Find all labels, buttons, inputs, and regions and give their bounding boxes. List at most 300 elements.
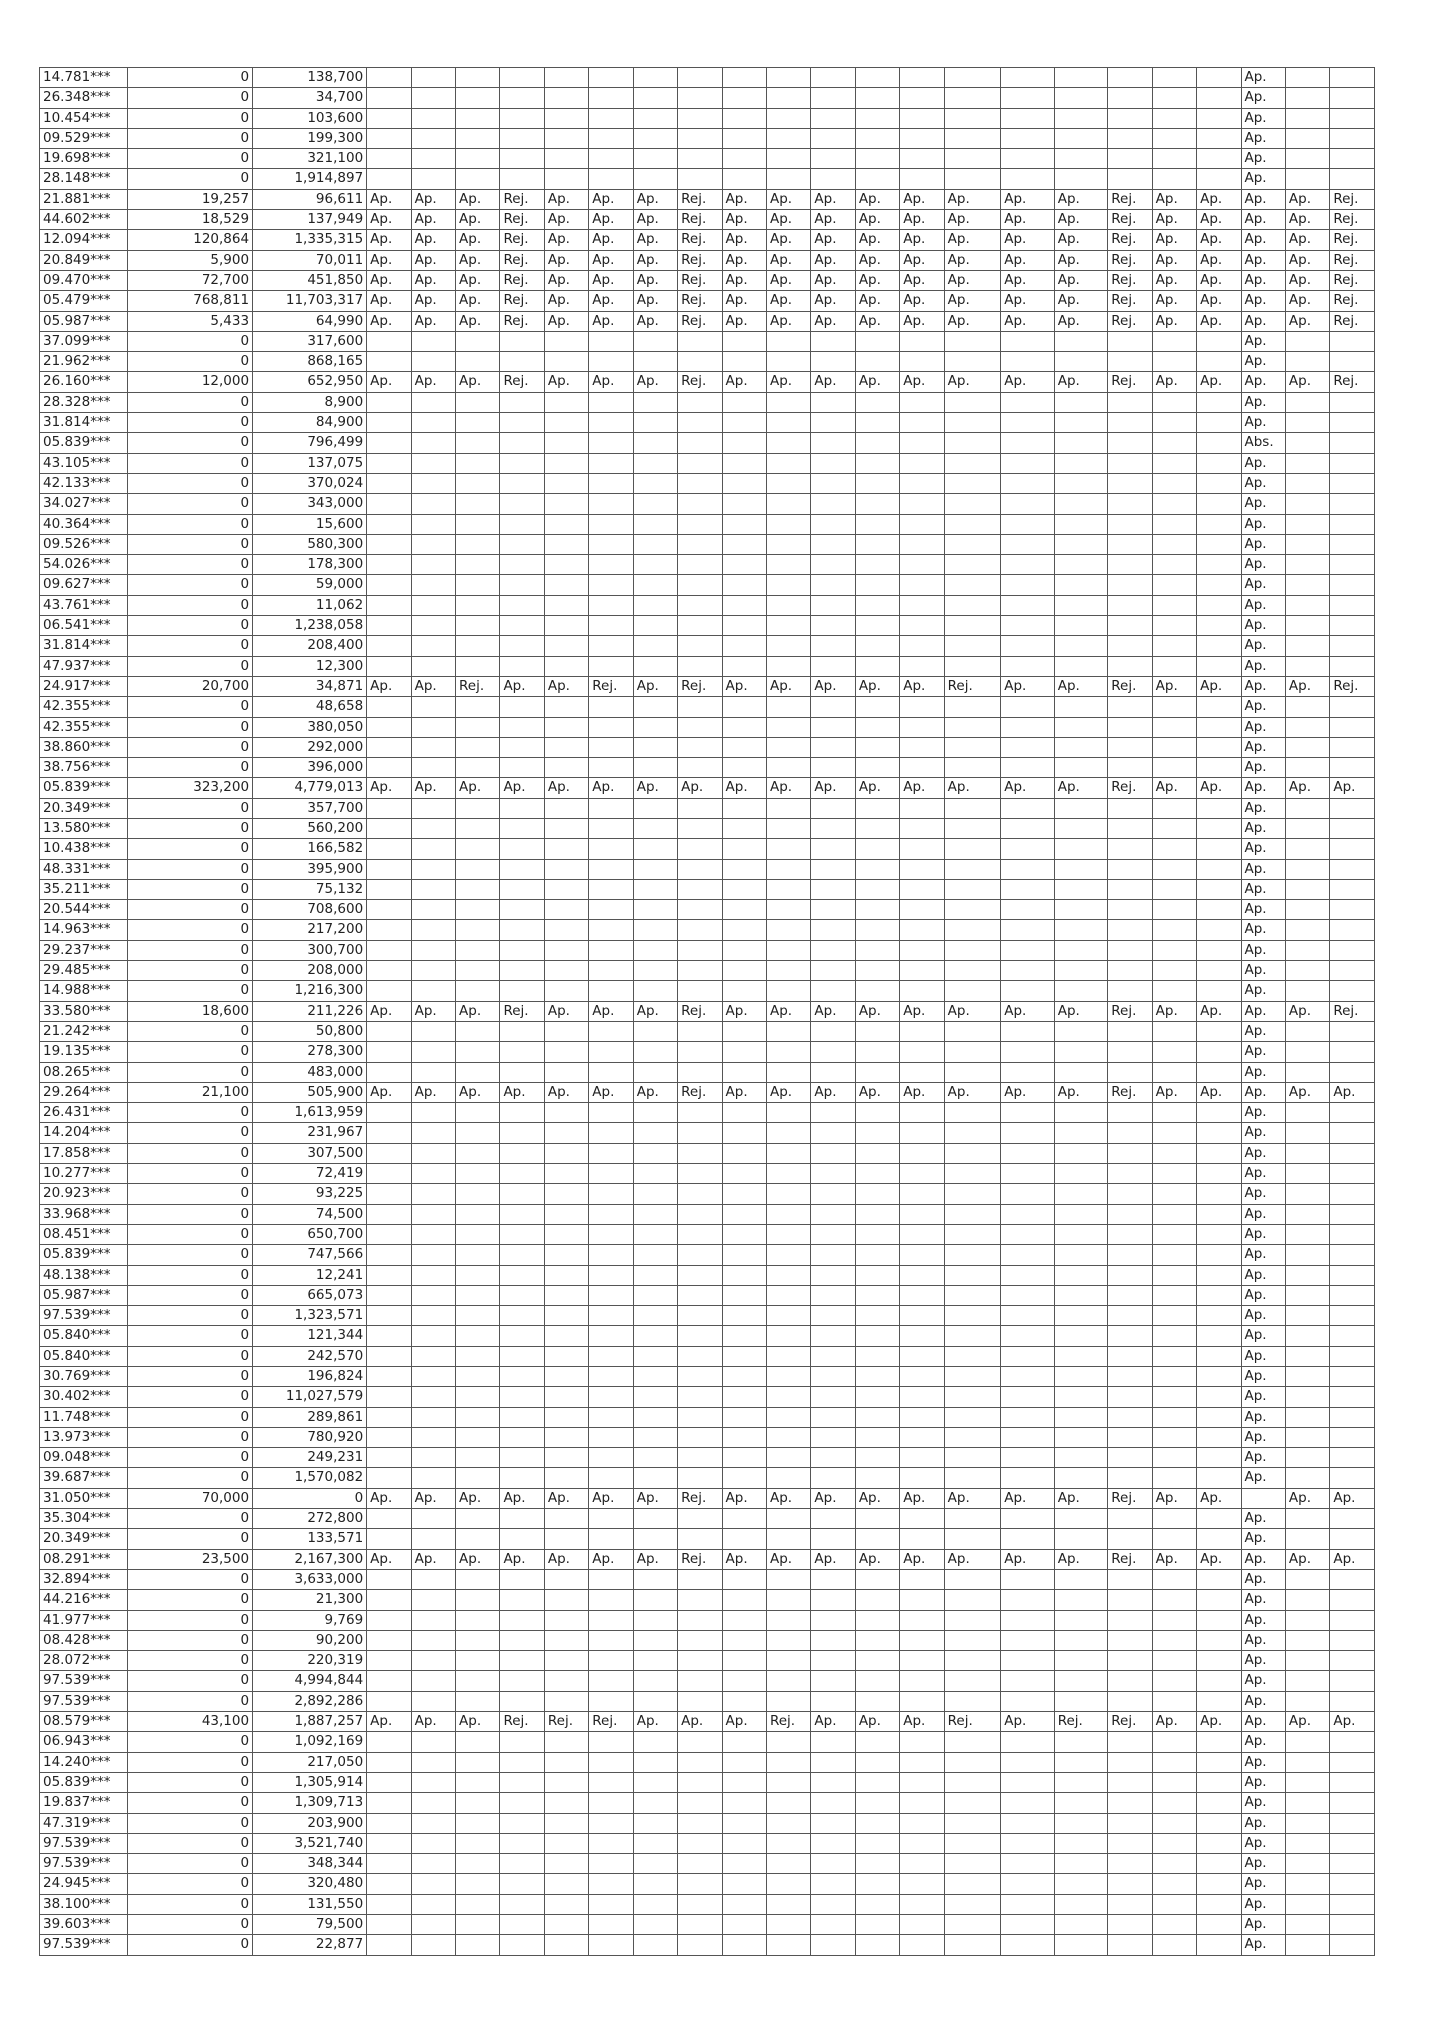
vote-cell [411, 1306, 455, 1326]
vote-cell [855, 1590, 899, 1610]
shares-b-cell: 199,300 [253, 128, 367, 148]
vote-cell [1054, 697, 1108, 717]
vote-cell [500, 392, 544, 412]
vote-cell: Ap. [1241, 1265, 1285, 1285]
vote-cell [1330, 68, 1375, 88]
vote-cell [855, 1326, 899, 1346]
vote-cell [544, 697, 588, 717]
vote-cell: Ap. [855, 1488, 899, 1508]
vote-cell: Rej. [1108, 291, 1152, 311]
vote-cell: Ap. [1001, 1082, 1055, 1102]
vote-cell [1152, 473, 1196, 493]
vote-cell: Ap. [411, 1549, 455, 1569]
shares-a-cell: 0 [127, 1448, 252, 1468]
vote-cell [944, 697, 1001, 717]
vote-cell [855, 1306, 899, 1326]
vote-cell [500, 595, 544, 615]
vote-cell [900, 1529, 944, 1549]
vote-cell [811, 514, 855, 534]
vote-cell [944, 616, 1001, 636]
vote-cell [1152, 494, 1196, 514]
vote-cell: Ap. [544, 189, 588, 209]
vote-cell [1330, 1610, 1375, 1630]
vote-cell [589, 1691, 633, 1711]
vote-cell [411, 352, 455, 372]
vote-cell [589, 1042, 633, 1062]
shares-b-cell: 4,994,844 [253, 1671, 367, 1691]
vote-cell [500, 717, 544, 737]
vote-cell [500, 1184, 544, 1204]
vote-cell [1054, 1204, 1108, 1224]
vote-cell [1285, 1854, 1329, 1874]
vote-cell [1285, 1509, 1329, 1529]
vote-cell [1001, 433, 1055, 453]
shares-b-cell: 22,877 [253, 1935, 367, 1955]
vote-cell [900, 1894, 944, 1914]
shares-a-cell: 5,900 [127, 250, 252, 270]
vote-cell [1285, 68, 1329, 88]
vote-cell [1001, 514, 1055, 534]
vote-cell: Ap. [1241, 961, 1285, 981]
vote-cell [589, 575, 633, 595]
vote-cell [544, 534, 588, 554]
vote-cell [500, 1590, 544, 1610]
vote-cell [855, 1346, 899, 1366]
vote-cell [1108, 1245, 1152, 1265]
vote-cell [456, 1306, 500, 1326]
vote-cell [411, 737, 455, 757]
vote-cell [1152, 514, 1196, 534]
vote-cell [544, 1306, 588, 1326]
vote-cell [544, 514, 588, 534]
vote-cell [855, 128, 899, 148]
vote-cell [367, 88, 411, 108]
vote-cell [855, 1265, 899, 1285]
shares-a-cell: 0 [127, 1935, 252, 1955]
vote-cell: Rej. [678, 230, 722, 250]
vote-cell: Ap. [1054, 189, 1108, 209]
vote-cell [367, 1367, 411, 1387]
vote-cell [411, 1590, 455, 1610]
vote-cell [1197, 392, 1241, 412]
vote-cell [1001, 1184, 1055, 1204]
vote-cell [944, 1103, 1001, 1123]
vote-cell [1330, 1224, 1375, 1244]
vote-cell: Ap. [855, 1001, 899, 1021]
vote-cell [367, 1610, 411, 1630]
vote-cell [900, 1833, 944, 1853]
vote-cell [722, 1326, 766, 1346]
vote-cell [1197, 1407, 1241, 1427]
vote-cell [1108, 636, 1152, 656]
vote-cell [633, 1103, 677, 1123]
vote-cell [589, 1387, 633, 1407]
vote-cell: Ap. [1285, 372, 1329, 392]
shares-b-cell: 133,571 [253, 1529, 367, 1549]
vote-cell [1285, 656, 1329, 676]
vote-cell [1108, 595, 1152, 615]
vote-cell [500, 1427, 544, 1447]
vote-cell [1285, 1265, 1329, 1285]
vote-cell [678, 1569, 722, 1589]
shares-a-cell: 0 [127, 859, 252, 879]
vote-cell [811, 352, 855, 372]
vote-cell: Ap. [1152, 311, 1196, 331]
vote-cell: Ap. [411, 230, 455, 250]
vote-cell [367, 555, 411, 575]
vote-cell [1108, 534, 1152, 554]
shares-a-cell: 0 [127, 352, 252, 372]
vote-cell [633, 1651, 677, 1671]
shares-b-cell: 1,914,897 [253, 169, 367, 189]
vote-cell [1197, 68, 1241, 88]
vote-cell [456, 697, 500, 717]
shares-a-cell: 0 [127, 1123, 252, 1143]
vote-cell [855, 1123, 899, 1143]
vote-cell [500, 453, 544, 473]
vote-cell [456, 494, 500, 514]
vote-cell [855, 1813, 899, 1833]
table-row [40, 1529, 1375, 1549]
vote-cell [1285, 473, 1329, 493]
vote-cell [678, 149, 722, 169]
vote-cell [367, 1103, 411, 1123]
table-row [40, 1082, 1375, 1102]
vote-cell: Ap. [1285, 189, 1329, 209]
vote-cell [1108, 1630, 1152, 1650]
vote-cell [1108, 1427, 1152, 1447]
vote-cell [589, 1590, 633, 1610]
vote-cell [900, 1569, 944, 1589]
vote-cell [944, 1772, 1001, 1792]
vote-cell [766, 1062, 810, 1082]
vote-cell [1285, 1407, 1329, 1427]
vote-cell [766, 1021, 810, 1041]
vote-cell: Ap. [1285, 230, 1329, 250]
vote-cell [367, 717, 411, 737]
shareholder-id-cell: 05.839*** [40, 433, 128, 453]
shares-b-cell: 348,344 [253, 1854, 367, 1874]
vote-cell: Ap. [1241, 1590, 1285, 1610]
shareholder-id-cell: 08.579*** [40, 1712, 128, 1732]
vote-cell [766, 1894, 810, 1914]
vote-cell [411, 798, 455, 818]
vote-cell [1108, 981, 1152, 1001]
vote-cell: Ap. [1241, 149, 1285, 169]
vote-cell [944, 1813, 1001, 1833]
vote-cell [855, 473, 899, 493]
vote-cell [544, 1103, 588, 1123]
vote-cell [1108, 1935, 1152, 1955]
vote-cell: Ap. [589, 291, 633, 311]
vote-cell [1197, 1468, 1241, 1488]
vote-cell [944, 1448, 1001, 1468]
vote-cell [367, 920, 411, 940]
vote-cell [1330, 1164, 1375, 1184]
vote-cell: Ap. [633, 1488, 677, 1508]
shareholder-id-cell: 14.204*** [40, 1123, 128, 1143]
vote-cell: Ap. [1241, 1326, 1285, 1346]
vote-cell [900, 940, 944, 960]
vote-cell: Rej. [1330, 1001, 1375, 1021]
vote-cell [855, 1691, 899, 1711]
vote-cell: Ap. [1241, 1915, 1285, 1935]
vote-cell [589, 981, 633, 1001]
shares-b-cell: 96,611 [253, 189, 367, 209]
vote-cell [1108, 1610, 1152, 1630]
shares-b-cell: 307,500 [253, 1143, 367, 1163]
vote-cell [544, 413, 588, 433]
vote-cell [855, 1468, 899, 1488]
vote-cell: Ap. [367, 189, 411, 209]
vote-cell [722, 1529, 766, 1549]
vote-cell [944, 352, 1001, 372]
shareholder-id-cell: 41.977*** [40, 1610, 128, 1630]
vote-cell [944, 1793, 1001, 1813]
vote-cell [1054, 413, 1108, 433]
vote-cell [766, 737, 810, 757]
vote-cell: Ap. [544, 1082, 588, 1102]
vote-cell [367, 1509, 411, 1529]
vote-cell [1197, 839, 1241, 859]
vote-cell [855, 108, 899, 128]
vote-cell [811, 758, 855, 778]
vote-cell: Ap. [367, 1488, 411, 1508]
shares-b-cell: 203,900 [253, 1813, 367, 1833]
vote-cell [544, 108, 588, 128]
vote-cell: Ap. [1330, 1549, 1375, 1569]
shareholder-id-cell: 38.100*** [40, 1894, 128, 1914]
vote-cell [544, 88, 588, 108]
vote-cell [944, 1306, 1001, 1326]
vote-cell: Rej. [944, 676, 1001, 696]
vote-cell [1330, 1042, 1375, 1062]
vote-cell [811, 595, 855, 615]
vote-cell [900, 1854, 944, 1874]
shares-a-cell: 0 [127, 940, 252, 960]
vote-cell: Ap. [1241, 1042, 1285, 1062]
vote-cell [500, 859, 544, 879]
shares-a-cell: 0 [127, 128, 252, 148]
vote-cell: Ap. [811, 291, 855, 311]
table-row [40, 555, 1375, 575]
shareholder-id-cell: 06.943*** [40, 1732, 128, 1752]
vote-cell [544, 1772, 588, 1792]
vote-cell: Ap. [811, 1488, 855, 1508]
vote-cell: Ap. [456, 210, 500, 230]
table-row [40, 1854, 1375, 1874]
vote-cell [1152, 1569, 1196, 1589]
vote-cell [766, 555, 810, 575]
vote-cell: Rej. [589, 676, 633, 696]
vote-cell [544, 149, 588, 169]
vote-cell [811, 1752, 855, 1772]
vote-cell [1197, 1894, 1241, 1914]
vote-cell [1108, 169, 1152, 189]
vote-cell [500, 879, 544, 899]
vote-cell [766, 453, 810, 473]
shares-a-cell: 0 [127, 697, 252, 717]
vote-cell [544, 1732, 588, 1752]
shareholder-id-cell: 14.781*** [40, 68, 128, 88]
vote-cell: Ap. [411, 778, 455, 798]
vote-cell [1330, 1143, 1375, 1163]
vote-cell [1330, 534, 1375, 554]
vote-cell [500, 1509, 544, 1529]
vote-cell [900, 68, 944, 88]
vote-cell [766, 1224, 810, 1244]
vote-cell [900, 981, 944, 1001]
shares-b-cell: 1,887,257 [253, 1712, 367, 1732]
vote-cell [633, 758, 677, 778]
shares-b-cell: 48,658 [253, 697, 367, 717]
vote-cell [411, 1833, 455, 1853]
vote-cell [633, 1387, 677, 1407]
vote-cell: Ap. [1197, 291, 1241, 311]
shareholder-id-cell: 28.148*** [40, 169, 128, 189]
vote-cell: Ap. [1054, 1549, 1108, 1569]
vote-cell [1330, 1021, 1375, 1041]
vote-cell [1285, 1184, 1329, 1204]
vote-cell: Rej. [678, 676, 722, 696]
shareholder-id-cell: 08.451*** [40, 1224, 128, 1244]
vote-cell [855, 1245, 899, 1265]
vote-cell [722, 981, 766, 1001]
vote-cell [722, 1590, 766, 1610]
vote-cell: Ap. [589, 1488, 633, 1508]
vote-cell [633, 859, 677, 879]
vote-cell [1152, 920, 1196, 940]
vote-cell [500, 1123, 544, 1143]
vote-cell [855, 1143, 899, 1163]
vote-cell [1285, 1164, 1329, 1184]
vote-cell [411, 1143, 455, 1163]
vote-cell [1330, 1651, 1375, 1671]
vote-cell [1108, 331, 1152, 351]
vote-cell [544, 1285, 588, 1305]
vote-cell [722, 717, 766, 737]
vote-cell [811, 1874, 855, 1894]
vote-cell: Ap. [1241, 1306, 1285, 1326]
vote-cell [544, 961, 588, 981]
table-row [40, 1245, 1375, 1265]
vote-cell: Ap. [1054, 1082, 1108, 1102]
vote-cell [1054, 1245, 1108, 1265]
vote-cell: Ap. [544, 270, 588, 290]
vote-cell: Rej. [1108, 676, 1152, 696]
vote-cell [544, 433, 588, 453]
vote-cell [589, 1915, 633, 1935]
vote-cell: Ap. [1241, 1103, 1285, 1123]
vote-cell [1197, 331, 1241, 351]
vote-cell [678, 1367, 722, 1387]
table-row [40, 352, 1375, 372]
vote-cell: Ap. [1241, 372, 1285, 392]
vote-cell [1197, 1103, 1241, 1123]
vote-cell [411, 717, 455, 737]
vote-cell [811, 1732, 855, 1752]
vote-cell [589, 88, 633, 108]
vote-cell [456, 1265, 500, 1285]
vote-cell [544, 1143, 588, 1163]
vote-cell: Ap. [1197, 250, 1241, 270]
vote-cell [811, 1123, 855, 1143]
vote-cell [500, 1346, 544, 1366]
vote-cell [1108, 656, 1152, 676]
vote-cell: Ap. [633, 250, 677, 270]
vote-cell: Ap. [855, 230, 899, 250]
vote-cell [811, 920, 855, 940]
vote-cell [1330, 1793, 1375, 1813]
vote-cell [1197, 1265, 1241, 1285]
vote-cell [1285, 534, 1329, 554]
vote-cell [1108, 1590, 1152, 1610]
vote-cell [811, 1915, 855, 1935]
shares-b-cell: 560,200 [253, 818, 367, 838]
vote-cell [500, 1833, 544, 1853]
table-row [40, 1549, 1375, 1569]
vote-cell [1330, 1529, 1375, 1549]
vote-cell [811, 575, 855, 595]
shareholder-id-cell: 28.072*** [40, 1651, 128, 1671]
vote-cell [367, 68, 411, 88]
vote-cell: Ap. [411, 676, 455, 696]
vote-cell: Ap. [1241, 169, 1285, 189]
vote-cell [1108, 900, 1152, 920]
vote-cell [811, 1630, 855, 1650]
vote-cell [678, 1346, 722, 1366]
vote-cell [544, 1062, 588, 1082]
vote-cell: Ap. [722, 311, 766, 331]
shareholder-id-cell: 38.860*** [40, 737, 128, 757]
vote-cell [1152, 818, 1196, 838]
vote-cell [1152, 555, 1196, 575]
vote-cell [722, 1691, 766, 1711]
vote-cell [367, 473, 411, 493]
vote-cell [544, 1042, 588, 1062]
vote-cell [633, 352, 677, 372]
vote-cell [811, 433, 855, 453]
vote-cell [1152, 1874, 1196, 1894]
shares-b-cell: 217,200 [253, 920, 367, 940]
vote-cell [1152, 68, 1196, 88]
vote-cell [1285, 555, 1329, 575]
vote-cell [1001, 1245, 1055, 1265]
vote-cell [944, 1671, 1001, 1691]
vote-cell [456, 514, 500, 534]
vote-cell: Ap. [1001, 1488, 1055, 1508]
vote-cell [811, 697, 855, 717]
vote-cell [1054, 1427, 1108, 1447]
shares-a-cell: 0 [127, 88, 252, 108]
shares-a-cell: 21,100 [127, 1082, 252, 1102]
shares-b-cell: 11,027,579 [253, 1387, 367, 1407]
vote-cell [1330, 1204, 1375, 1224]
vote-cell: Ap. [1152, 1001, 1196, 1021]
vote-cell [722, 839, 766, 859]
vote-cell: Ap. [544, 250, 588, 270]
vote-cell [1197, 798, 1241, 818]
shares-a-cell: 0 [127, 331, 252, 351]
vote-cell [633, 1204, 677, 1224]
vote-cell: Ap. [944, 1488, 1001, 1508]
vote-cell [900, 514, 944, 534]
vote-cell [456, 1184, 500, 1204]
vote-cell [811, 1204, 855, 1224]
vote-cell [1285, 636, 1329, 656]
vote-cell [900, 108, 944, 128]
vote-cell [500, 1062, 544, 1082]
